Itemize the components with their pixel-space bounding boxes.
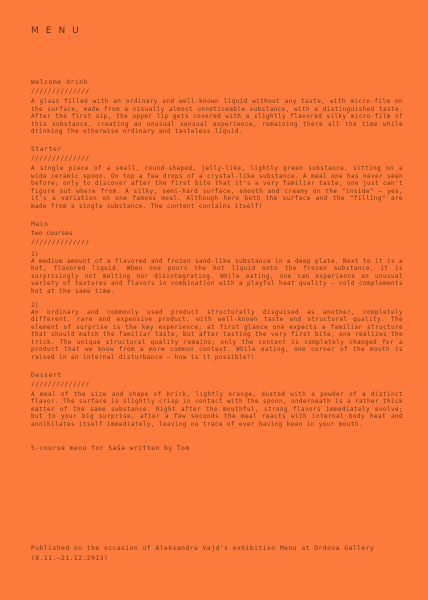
main-course-item xyxy=(31,301,403,363)
section-divider: ////////////// xyxy=(31,154,90,162)
dessert-heading: Dessert xyxy=(31,371,62,379)
course-description: An ordinary and commonly used product structurally disguised as another, completely different, rare and expensive product, with well-known taste and structural quality. The element of surprise is the key experience; at first glance one expects a familiar structure that should match the familiar taste, but after tasting the very first bite, one realizes the trick. The unique structural quality remains; only the content is completely changed for a product that we know from a more common context. While eating, one corner of the mouth is raised in an internal disturbance – how is it possible?! xyxy=(31,309,403,362)
dessert-description: A meal of the size and shape of brick, lightly orange, dusted with a powder of a distinct flavor. The surface is slightly crisp in contact with the spoon, underneath is a rather thick matter of the same substance. Right after the mouthful, strong flavors immediately evolve; but to your big surprise, after a few seconds the meal reacts with internal body heat and annihilates itself immediately, leaving no trace of ever having been in your mouth. xyxy=(31,391,403,429)
main-subheading: two courses xyxy=(31,229,73,237)
page-title: MENU xyxy=(31,26,86,36)
starter-section xyxy=(31,145,403,212)
welcome-drink-description: A glass filled with an ordinary and well-known liquid without any taste, with micro-film on the surface, made from a visually almost unnoticeable substance, with a distinguished taste. After the first sip, the upper lip gets covered with a slightly flavored silky micro-film of this substance, creating an unusual sensual experience, remaining there all the time while drinking the otherwise ordinary and tasteless liquid. xyxy=(31,99,403,136)
welcome-drink-heading: Welcome drink xyxy=(31,79,89,86)
course-number: 2) xyxy=(31,301,39,309)
menu-content xyxy=(31,78,403,453)
main-section xyxy=(31,220,403,363)
main-heading: Main xyxy=(31,220,49,228)
footer-publication-line: Published on the occasion of Aleksandra Vajd's exhibition Menu at Drdova Gallery xyxy=(31,545,375,552)
dessert-section xyxy=(31,371,403,430)
starter-heading: Starter xyxy=(31,145,62,153)
course-description: A medium amount of a flavored and frozen sand-like substance in a deep plate. Next to it is a hot, flavored liquid. When one pours the hot liquid onto the frozen substance, it is surprisingly not melting nor disintegrating. While eating, one can experience an unusual variety of textures and flavors in combination with a playful heat quality – cold complements hot at the same time. xyxy=(31,258,403,295)
footer-dates: (8.11.–21.12.2013) xyxy=(31,555,109,562)
starter-description: A single piece of a small, round-shaped, jelly-like, lightly green substance, sitting on a wide ceramic spoon. On top a few drops of a crystal-like substance. A meal one has never seen before; only to discover after the first bite that it's a very familiar taste, one just can't figure out where from. A silky, semi-hard surface, smooth and creamy on the "inside" – yes, it's a variation on one famous meal. Although here both the surface and the "filling" are made from a single substance. The content contains itself! xyxy=(31,165,403,210)
course-number: 1) xyxy=(31,250,39,258)
section-divider: ////////////// xyxy=(31,238,90,246)
welcome-drink-section xyxy=(31,78,403,137)
main-course-item xyxy=(31,250,403,297)
section-divider: ////////////// xyxy=(31,380,90,388)
menu-credit: 5-course menu for Saša written by Tom xyxy=(31,444,190,452)
section-divider: ////////////// xyxy=(31,88,90,95)
publication-footer xyxy=(31,544,403,564)
